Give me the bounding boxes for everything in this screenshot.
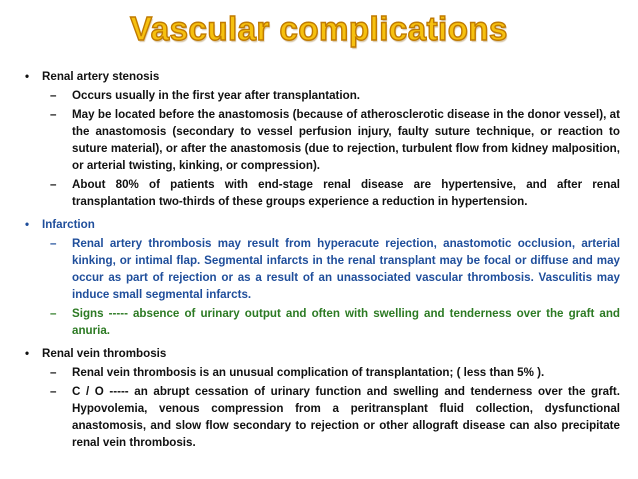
sub-item [22,87,620,104]
sub-item-text: C / O ----- an abrupt cessation of urinary function and swelling and tenderness over the graft. Hypovolemia, venous compression from a peritransplant fluid collection, dysfunctional anastomosis, and slow flow secondary to rejection or other allograft disease can also precipitate renal vein thrombosis. [72,385,620,449]
sub-item-text: Occurs usually in the first year after transplantation. [72,89,360,102]
sub-item-text: May be located before the anastomosis (because of atherosclerotic disease in the donor vessel), at the anastomosis (secondary to vessel perfusion injury, faulty suture technique, or reaction to suture material), or after the anastomosis (due to rejection, turbulent flow from kidney malposition, or arterial twisting, kinking, or compression). [72,108,620,172]
sub-item [22,235,620,303]
bullet-dot-icon: • [25,70,30,83]
bullet-heading: Renal artery stenosis [42,70,160,83]
sub-item [22,305,620,339]
slide-title: Vascular complications [130,10,508,47]
sub-item-text: Renal vein thrombosis is an unusual complication of transplantation; ( less than 5% ). [72,366,545,379]
sub-item-text: Renal artery thrombosis may result from hyperacute rejection, anastomotic occlusion, arterial kinking, or intimal flap. Segmental infarcts in the renal transplant may be focal or diffuse and may occur as part of rejection or as a result of an unassociated vascular thrombosis. Vasculitis may induce small segmental infarcts. [72,237,620,301]
sub-item [22,176,620,210]
bullet-heading: Renal vein thrombosis [42,347,167,360]
dash-icon: – [50,178,57,191]
slide-body [22,68,620,453]
bullet-infarction [22,216,620,233]
bullet-dot-icon: • [25,347,30,360]
sub-item-text: Signs ----- absence of urinary output and often with swelling and tenderness over the graft and anuria. [72,307,620,337]
bullet-renal-artery-stenosis [22,68,620,85]
sub-item [22,106,620,174]
dash-icon: – [50,307,57,320]
dash-icon: – [50,366,57,379]
sub-item [22,364,620,381]
sub-item [22,383,620,451]
dash-icon: – [50,237,57,250]
sub-item-text: About 80% of patients with end-stage renal disease are hypertensive, and after renal transplantation two-thirds of these groups experience a reduction in hypertension. [72,178,620,208]
bullet-heading: Infarction [42,218,95,231]
bullet-dot-icon: • [25,218,30,231]
dash-icon: – [50,385,57,398]
dash-icon: – [50,108,57,121]
bullet-renal-vein-thrombosis [22,345,620,362]
dash-icon: – [50,89,57,102]
